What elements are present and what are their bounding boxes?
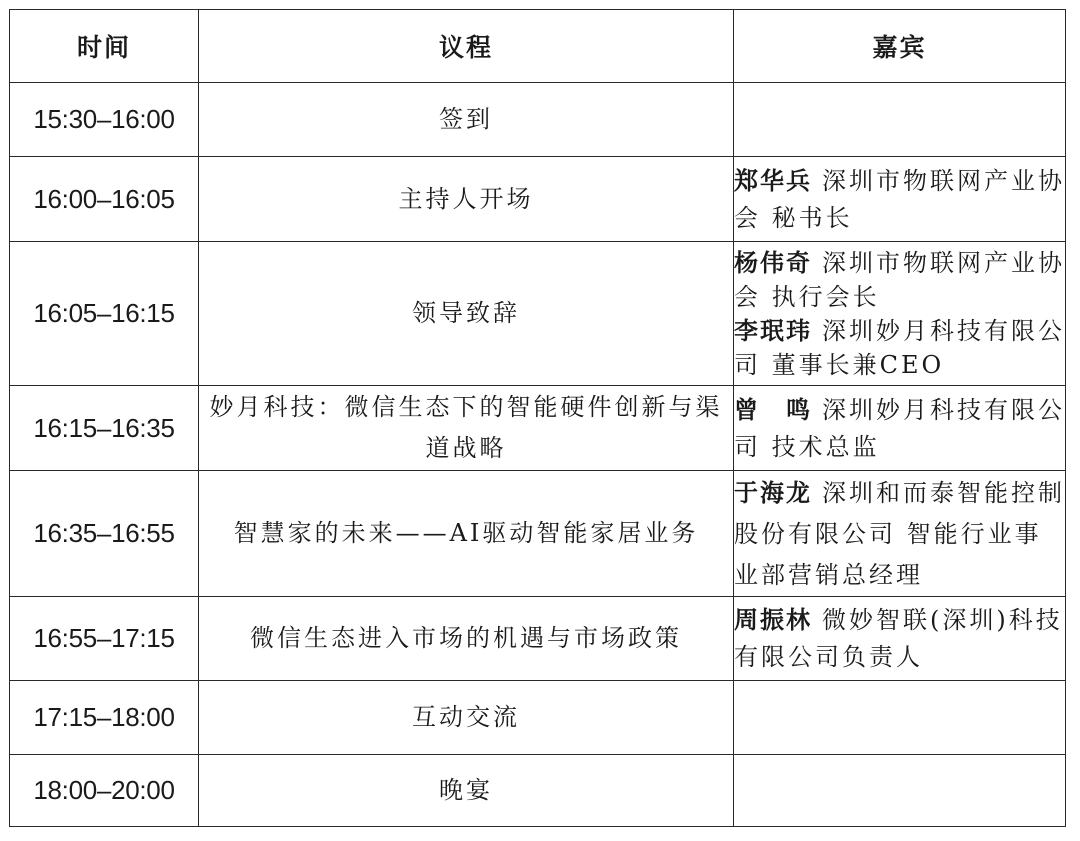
guest-name: 周振林 [734, 605, 812, 634]
header-guests: 嘉宾 [734, 10, 1066, 83]
guest-title: 深圳市物联网产业协会 执行会长 [734, 248, 1065, 311]
table-row [10, 471, 1066, 597]
header-row [10, 10, 1066, 83]
guests-cell [734, 755, 1066, 827]
agenda-cell: 签到 [199, 83, 734, 157]
guest-name: 郑华兵 [734, 165, 812, 195]
time-cell: 16:55–17:15 [10, 597, 199, 681]
time-cell: 17:15–18:00 [10, 681, 199, 755]
agenda-table [9, 9, 1066, 827]
agenda-cell: 妙月科技：微信生态下的智能硬件创新与渠道战略 [199, 386, 734, 471]
table-row [10, 242, 1066, 386]
guest-name: 李珉玮 [734, 315, 812, 345]
guests-cell [734, 681, 1066, 755]
guests-cell [734, 471, 1066, 597]
time-cell: 18:00–20:00 [10, 755, 199, 827]
guest-name: 杨伟奇 [734, 247, 812, 277]
agenda-cell: 微信生态进入市场的机遇与市场政策 [199, 597, 734, 681]
agenda-cell: 互动交流 [199, 681, 734, 755]
time-cell: 15:30–16:00 [10, 83, 199, 157]
guests-cell [734, 386, 1066, 471]
header-agenda: 议程 [199, 10, 734, 83]
guest-title: 深圳妙月科技有限公司 董事长兼CEO [734, 316, 1065, 379]
table-row [10, 83, 1066, 157]
guest-title: 微妙智联(深圳)科技有限公司负责人 [734, 606, 1063, 671]
guest-title: 深圳妙月科技有限公司 技术总监 [734, 395, 1065, 461]
guests-cell [734, 242, 1066, 386]
time-cell: 16:15–16:35 [10, 386, 199, 471]
table-row [10, 681, 1066, 755]
time-cell: 16:35–16:55 [10, 471, 199, 597]
agenda-cell: 智慧家的未来——AI驱动智能家居业务 [199, 471, 734, 597]
guest-name: 曾 鸣 [734, 394, 812, 424]
header-time: 时间 [10, 10, 199, 83]
guests-cell [734, 83, 1066, 157]
table-row [10, 755, 1066, 827]
agenda-cell: 领导致辞 [199, 242, 734, 386]
table-row [10, 386, 1066, 471]
guest-name: 于海龙 [734, 477, 812, 507]
table-row [10, 597, 1066, 681]
agenda-cell: 主持人开场 [199, 157, 734, 242]
guest-title: 深圳市物联网产业协会 秘书长 [734, 166, 1065, 232]
guest-title: 深圳和而泰智能控制股份有限公司 智能行业事业部营销总经理 [734, 478, 1065, 589]
guests-cell [734, 157, 1066, 242]
table-row [10, 157, 1066, 242]
guests-cell [734, 597, 1066, 681]
agenda-cell: 晚宴 [199, 755, 734, 827]
guest-entry [734, 314, 1065, 382]
time-cell: 16:00–16:05 [10, 157, 199, 242]
time-cell: 16:05–16:15 [10, 242, 199, 386]
guest-entry [734, 246, 1065, 314]
